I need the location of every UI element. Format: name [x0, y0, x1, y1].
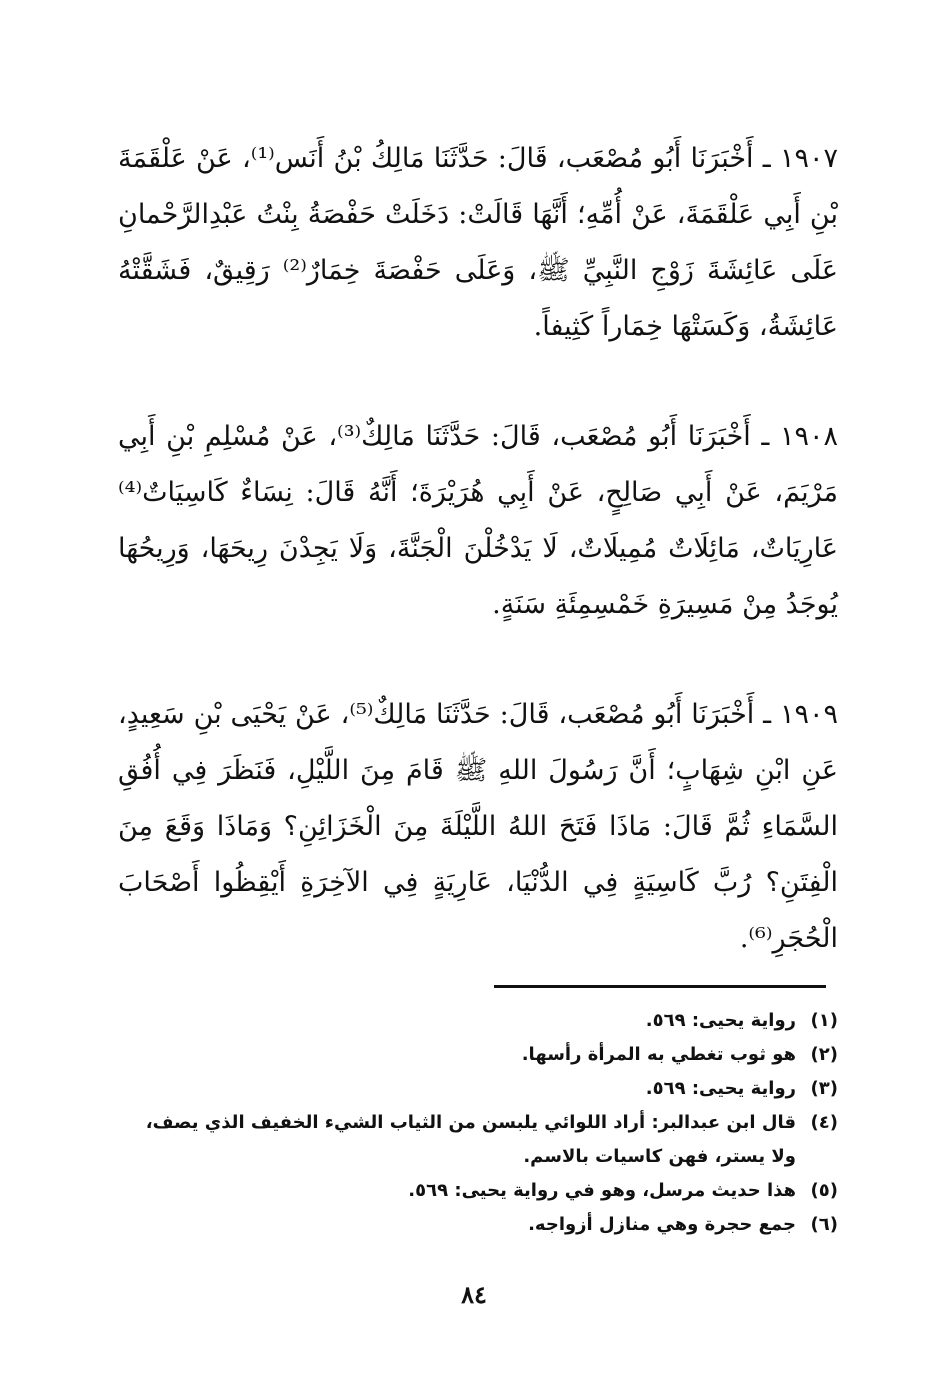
- footnote-number: (٦): [810, 1214, 838, 1235]
- footnote-number: (٥): [810, 1180, 838, 1201]
- footnote-text: هو ثوب تغطي به المرأة رأسها.: [521, 1044, 796, 1065]
- footnote-4: [118, 1106, 838, 1174]
- footnote-number: (٤): [810, 1112, 838, 1133]
- footnote-6: [118, 1208, 838, 1242]
- footnote-text: جمع حجرة وهي منازل أزواجه.: [528, 1214, 796, 1235]
- footnote-text: هذا حديث مرسل، وهو في رواية يحيى: ٥٦٩.: [408, 1180, 796, 1201]
- footnote-1: [118, 1004, 838, 1038]
- footnote-number: (٢): [810, 1044, 838, 1065]
- footnote-number: (٣): [810, 1078, 838, 1099]
- page-number: ٨٤: [461, 1280, 487, 1309]
- footnotes: [118, 1004, 838, 1242]
- footnote-number: (١): [810, 1010, 838, 1031]
- footnote-text: رواية يحيى: ٥٦٩.: [645, 1078, 796, 1099]
- hadith-1909: ١٩٠٩ ـ أَخْبَرَنَا أَبُو مُصْعَب، قَالَ: حَدَّثَنَا مَالِكٌ⁽⁵⁾، عَنْ يَحْيَى بْنِ سَعِيدٍ، عَنِ ابْنِ شِهَابٍ؛ أَنَّ رَسُولَ اللهِ ﷺ قَامَ مِنَ اللَّيْلِ، فَنَظَرَ فِي أُفُقِ السَّمَاءِ ثُمَّ قَالَ: مَاذَا فَتَحَ اللهُ اللَّيْلَةَ مِنَ الْخَزَائِنِ؟ وَمَاذَا وَقَعَ مِنَ الْفِتَنِ؟ رُبَّ كَاسِيَةٍ فِي الدُّنْيَا، عَارِيَةٍ فِي الآخِرَةِ أَيْقِظُوا أَصْحَابَ الْحُجَرِ⁽⁶⁾.: [118, 699, 838, 954]
- footnote-divider: [494, 985, 826, 988]
- hadith-1907: ١٩٠٧ ـ أَخْبَرَنَا أَبُو مُصْعَب، قَالَ: حَدَّثَنَا مَالِكُ بْنُ أَنَس⁽¹⁾، عَنْ عَلْقَمَةَ بْنِ أَبِي عَلْقَمَةَ، عَنْ أُمِّهِ؛ أَنَّهَا قَالَتْ: دَخَلَتْ حَفْصَةُ بِنْتُ عَبْدِالرَّحْمانِ عَلَى عَائِشَةَ زَوْجِ النَّبِيِّ ﷺ، وَعَلَى حَفْصَةَ خِمَارٌ⁽²⁾ رَقِيقٌ، فَشَقَّتْهُ عَائِشَةُ، وَكَسَتْهَا خِمَاراً كَثِيفاً.: [118, 143, 838, 342]
- footnote-text: رواية يحيى: ٥٦٩.: [645, 1010, 796, 1031]
- footnote-text: قال ابن عبدالبر: أراد اللوائي يلبسن من الثياب الشيء الخفيف الذي يصف، ولا يستر، فهن كاسيات بالاسم.: [145, 1112, 796, 1167]
- footnote-3: [118, 1072, 838, 1106]
- footnote-5: [118, 1174, 838, 1208]
- hadith-1908: ١٩٠٨ ـ أَخْبَرَنَا أَبُو مُصْعَب، قَالَ: حَدَّثَنَا مَالِكٌ⁽³⁾، عَنْ مُسْلِمِ بْنِ أَبِي مَرْيَمَ، عَنْ أَبِي صَالِحٍ، عَنْ أَبِي هُرَيْرَةَ؛ أَنَّهُ قَالَ: نِسَاءٌ كَاسِيَاتٌ⁽⁴⁾ عَارِيَاتٌ، مَائِلَاتٌ مُمِيلَاتٌ، لَا يَدْخُلْنَ الْجَنَّةَ، وَلَا يَجِدْنَ رِيحَهَا، وَرِيحُهَا يُوجَدُ مِنْ مَسِيرَةِ خَمْسِمِئَةِ سَنَةٍ.: [118, 421, 838, 620]
- footnote-2: [118, 1038, 838, 1072]
